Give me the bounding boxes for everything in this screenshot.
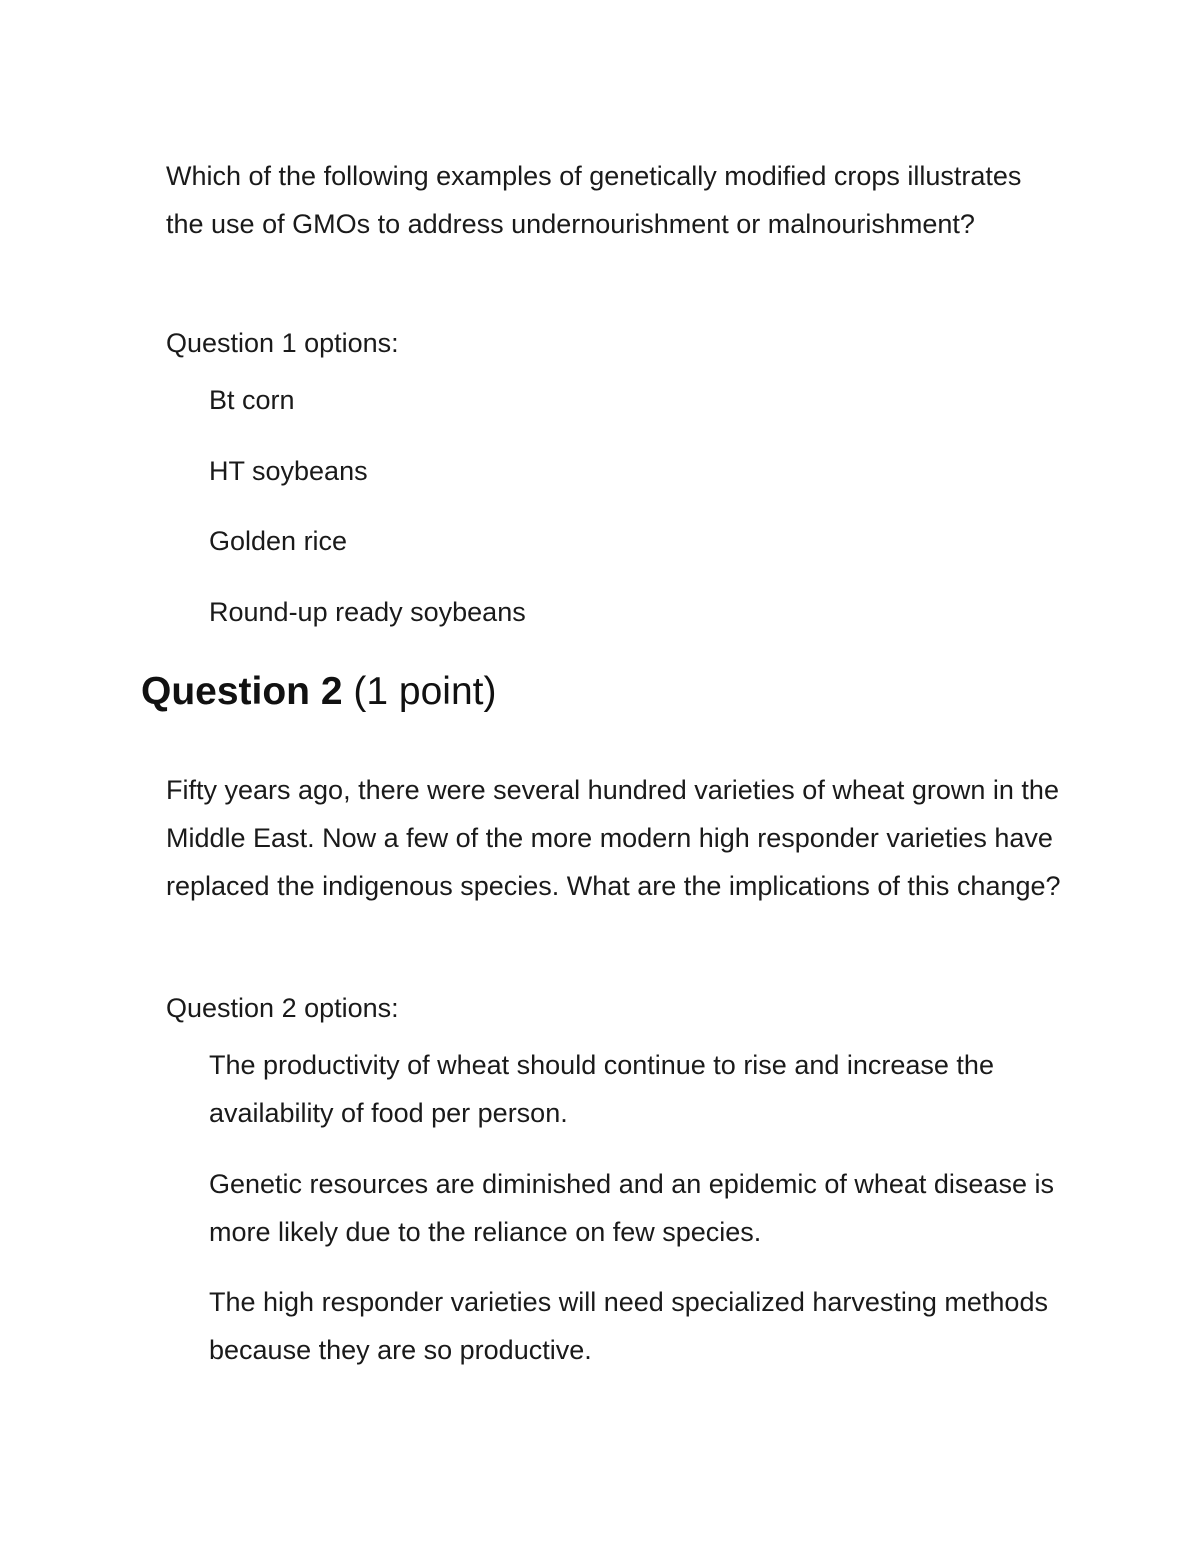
question-2-points: (1 point) xyxy=(353,670,497,713)
question-2-option-genetic-resources[interactable]: Genetic resources are diminished and an epidemic of wheat disease is more likely due to the reliance on few species. xyxy=(209,1169,1054,1247)
question-1-option-round-up-ready-soybeans[interactable]: Round-up ready soybeans xyxy=(209,597,526,627)
question-1-option-ht-soybeans[interactable]: HT soybeans xyxy=(209,456,368,486)
question-1-options-label: Question 1 options: xyxy=(166,328,399,358)
question-1-stem: Which of the following examples of genetically modified crops illustrates the use of GMOs to address undernourishment or malnourishment? xyxy=(166,161,1022,239)
question-2-heading xyxy=(141,666,496,718)
question-2-title: Question 2 xyxy=(141,670,343,713)
question-2-option-productivity[interactable]: The productivity of wheat should continue to rise and increase the availability of food per person. xyxy=(209,1050,994,1128)
question-2-stem: Fifty years ago, there were several hundred varieties of wheat grown in the Middle East. Now a few of the more modern high responder varieties have replaced the indigenous species. What are the implications of this change? xyxy=(166,775,1061,901)
question-2-option-harvesting-methods[interactable]: The high responder varieties will need specialized harvesting methods because they are so productive. xyxy=(209,1287,1048,1365)
question-1-option-golden-rice[interactable]: Golden rice xyxy=(209,526,348,556)
question-2-options-label: Question 2 options: xyxy=(166,993,399,1023)
question-1-option-bt-corn[interactable]: Bt corn xyxy=(209,385,295,415)
